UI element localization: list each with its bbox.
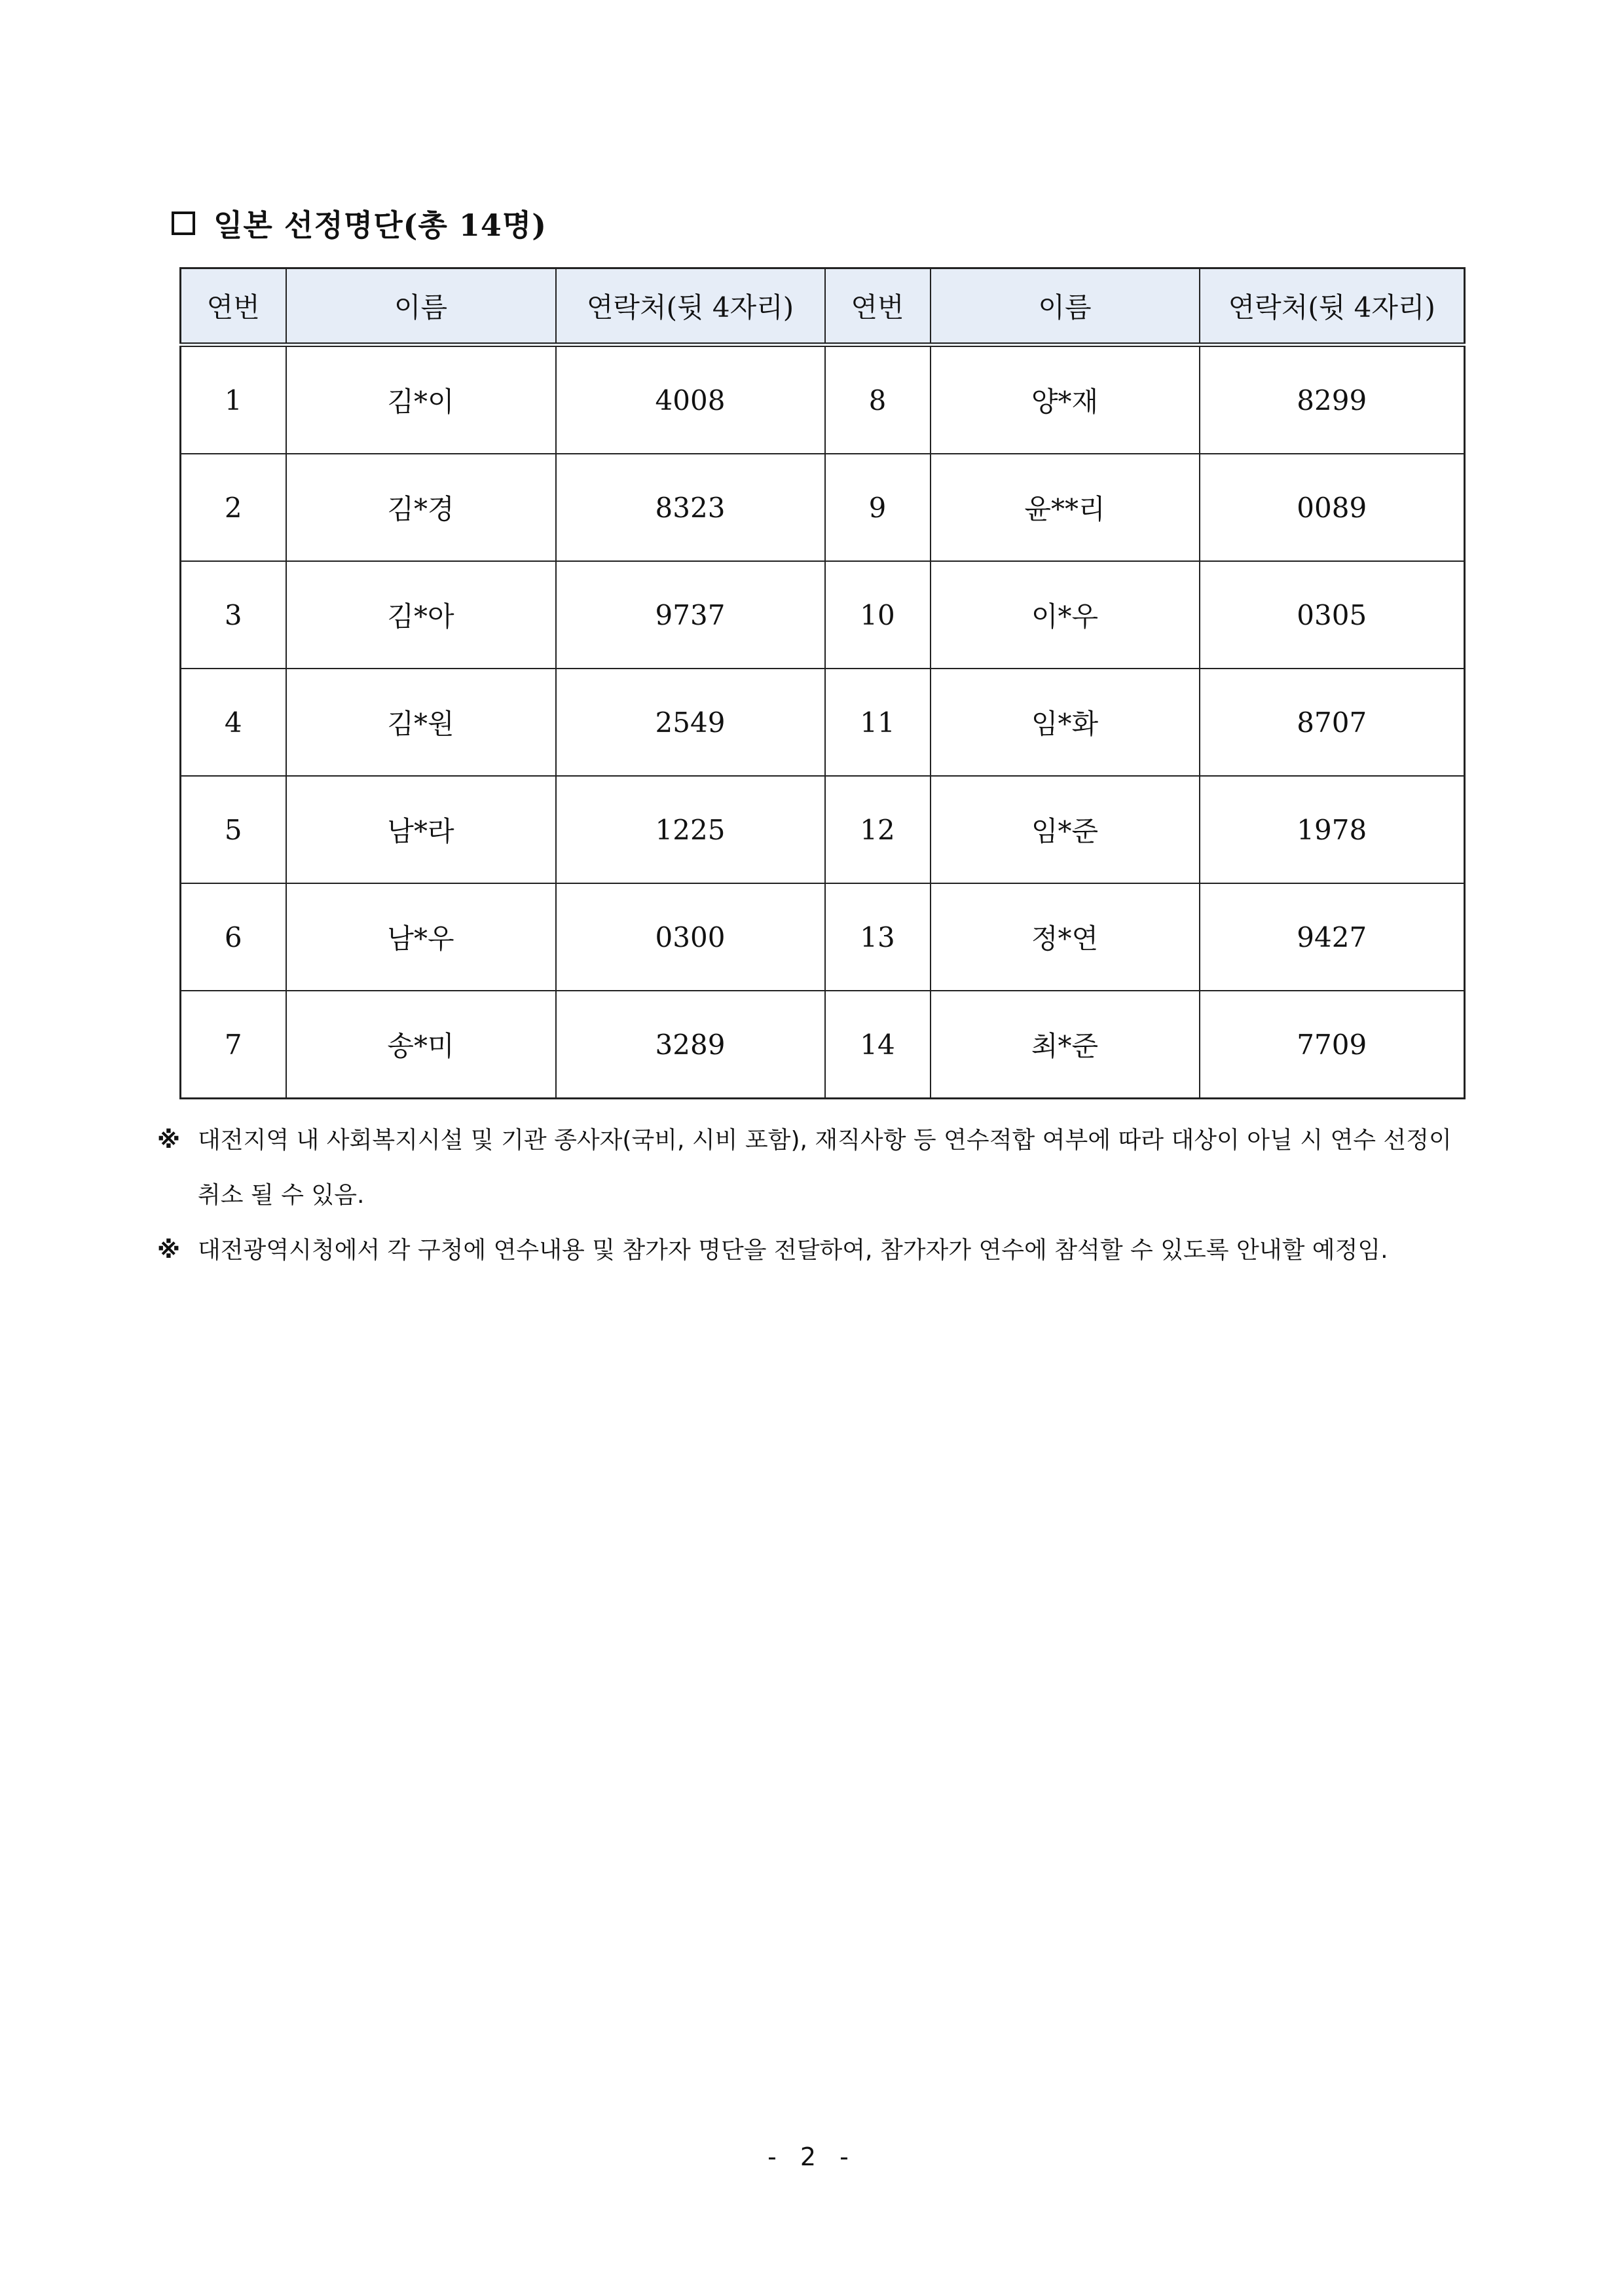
table-row xyxy=(181,776,1465,883)
header-serial-right: 연번 xyxy=(825,268,931,345)
cell-name: 임*준 xyxy=(931,776,1200,883)
cell-serial: 11 xyxy=(825,669,931,776)
header-name-left: 이름 xyxy=(286,268,556,345)
cell-serial: 7 xyxy=(181,991,286,1099)
table-row xyxy=(181,454,1465,561)
cell-contact: 8299 xyxy=(1200,345,1465,454)
cell-serial: 9 xyxy=(825,454,931,561)
cell-contact: 9427 xyxy=(1200,883,1465,991)
cell-name: 이*우 xyxy=(931,561,1200,669)
cell-contact: 7709 xyxy=(1200,991,1465,1099)
cell-serial: 1 xyxy=(181,345,286,454)
cell-contact: 8323 xyxy=(556,454,825,561)
header-name-right: 이름 xyxy=(931,268,1200,345)
cell-serial: 5 xyxy=(181,776,286,883)
table-row xyxy=(181,345,1465,454)
cell-contact: 1978 xyxy=(1200,776,1465,883)
cell-serial: 4 xyxy=(181,669,286,776)
cell-name: 남*라 xyxy=(286,776,556,883)
cell-name: 김*이 xyxy=(286,345,556,454)
cell-name: 김*아 xyxy=(286,561,556,669)
note-text: 대전광역시청에서 각 구청에 연수내용 및 참가자 명단을 전달하여, 참가자가 연수에 참석할 수 있도록 안내할 예정임. xyxy=(198,1237,1388,1264)
cell-serial: 2 xyxy=(181,454,286,561)
cell-contact: 8707 xyxy=(1200,669,1465,776)
table-row xyxy=(181,561,1465,669)
header-contact-right: 연락처(뒷 4자리) xyxy=(1200,268,1465,345)
cell-name: 정*연 xyxy=(931,883,1200,991)
cell-contact: 0305 xyxy=(1200,561,1465,669)
cell-serial: 10 xyxy=(825,561,931,669)
note-item xyxy=(157,1113,1467,1223)
cell-name: 양*재 xyxy=(931,345,1200,454)
cell-contact: 4008 xyxy=(556,345,825,454)
cell-contact: 2549 xyxy=(556,669,825,776)
table-row xyxy=(181,669,1465,776)
reference-mark: ※ xyxy=(157,1127,180,1154)
section-heading xyxy=(172,200,547,246)
checkbox-square-icon xyxy=(172,211,195,235)
cell-serial: 3 xyxy=(181,561,286,669)
note-item xyxy=(157,1223,1467,1278)
cell-contact: 0300 xyxy=(556,883,825,991)
cell-contact: 9737 xyxy=(556,561,825,669)
cell-name: 김*원 xyxy=(286,669,556,776)
note-text: 대전지역 내 사회복지시설 및 기관 종사자(국비, 시비 포함), 재직사항 등 연수적합 여부에 따라 대상이 아닐 시 연수 선정이 취소 될 수 있음. xyxy=(198,1127,1452,1209)
cell-serial: 8 xyxy=(825,345,931,454)
page-number: - 2 - xyxy=(767,2142,857,2171)
cell-name: 남*우 xyxy=(286,883,556,991)
notes-section xyxy=(157,1113,1467,1278)
section-heading-text: 일본 선정명단(총 14명) xyxy=(213,208,547,243)
cell-name: 송*미 xyxy=(286,991,556,1099)
cell-contact: 1225 xyxy=(556,776,825,883)
cell-name: 윤**리 xyxy=(931,454,1200,561)
cell-name: 김*경 xyxy=(286,454,556,561)
cell-name: 임*화 xyxy=(931,669,1200,776)
cell-serial: 14 xyxy=(825,991,931,1099)
table-row xyxy=(181,883,1465,991)
table-row xyxy=(181,991,1465,1099)
header-contact-left: 연락처(뒷 4자리) xyxy=(556,268,825,345)
cell-name: 최*준 xyxy=(931,991,1200,1099)
reference-mark: ※ xyxy=(157,1237,180,1264)
cell-serial: 6 xyxy=(181,883,286,991)
selection-roster-table xyxy=(179,267,1466,1099)
cell-serial: 12 xyxy=(825,776,931,883)
cell-contact: 3289 xyxy=(556,991,825,1099)
cell-contact: 0089 xyxy=(1200,454,1465,561)
table-header-row xyxy=(181,268,1465,345)
header-serial-left: 연번 xyxy=(181,268,286,345)
cell-serial: 13 xyxy=(825,883,931,991)
